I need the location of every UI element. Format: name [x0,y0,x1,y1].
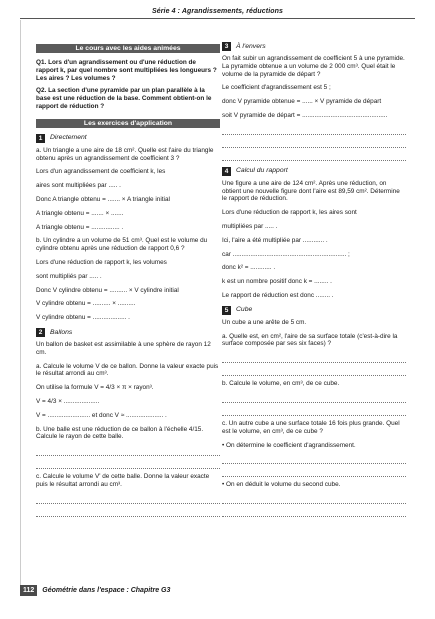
exercise-3-title: À l'envers [236,42,266,50]
answer-line[interactable] [222,139,406,148]
exercise-1a-line-3[interactable]: Donc A triangle obtenu = ....... × A triangle initial [36,195,170,203]
exercise-1-heading [36,134,220,143]
exercise-4-line-6[interactable]: k est un nombre positif donc k = ........ . [222,278,332,286]
exercise-5b-statement: b. Calcule le volume, en cm³, de ce cube. [222,380,340,388]
exercise-4-statement: Une figure a une aire de 124 cm². Après une réduction, on obtient une nouvelle figure dont l'aire est 89,59 cm². Détermine le rapport de réduction. [222,179,400,203]
page-number: 112 [20,585,37,596]
exercise-2-heading [36,328,220,337]
exercise-1-number: 1 [36,134,45,143]
question-q1: Q1. Lors d'un agrandissement ou d'une réduction de rapport k, par quel nombre sont multipliées les longueurs ? Les aires ? Les volumes ? [36,59,217,82]
side-divider [20,20,21,585]
page-footer [20,584,170,596]
left-column [36,44,220,521]
exercise-1b-statement: b. Un cylindre a un volume de 51 cm³. Quel est le volume du cylindre obtenu après une réduction de rapport 0,6 ? [36,237,208,253]
exercise-1b-line-4[interactable]: V cylindre obtenu = .......... × .......... [36,300,136,308]
exercise-5c-bullet-2: • On en déduit le volume du second cube. [222,481,341,489]
answer-line[interactable] [36,447,220,456]
answer-line[interactable] [222,126,406,135]
exercise-3-line-3[interactable]: soit V pyramide de départ = ................................................ [222,111,388,119]
exercise-5-title: Cube [236,306,253,314]
answer-line[interactable] [222,152,406,161]
exercise-1-title: Directement [50,134,87,142]
exercise-2-title: Ballons [50,328,73,336]
exercise-5c-bullet-1: • On détermine le coefficient d'agrandissement. [222,441,356,449]
exercise-2a-statement: a. Calcule le volume V de ce ballon. Donne la valeur exacte puis le résultat arrondi au cm³. [36,362,219,378]
page-header-title: Série 4 : Agrandissements, réductions [151,8,284,15]
exercise-1b-line-5[interactable]: V cylindre obtenu = ................... . [36,314,130,322]
right-column [222,42,406,521]
cours-banner[interactable]: Le cours avec les aides animées [36,44,220,53]
exercise-5-intro: Un cube a une arête de 5 cm. [222,318,307,326]
bullet-text: On en déduit le volume du second cube. [226,481,341,489]
exercise-2a-line-2[interactable]: V = 4/3 × .................... [36,397,100,405]
exercise-3-heading [222,42,406,51]
exercise-5-number: 5 [222,306,231,315]
answer-line[interactable] [36,460,220,469]
exercise-4-line-2[interactable]: multipliées par ..... . [222,222,278,230]
exercise-1b-line-2[interactable]: sont multipliés par ..... . [36,272,102,280]
exercise-5a-statement: a. Quelle est, en cm², l'aire de sa surface totale (c'est-à-dire la surface composée par ses six faces) ? [222,332,398,348]
exercise-4-title: Calcul du rapport [236,167,288,175]
exercise-4-line-4[interactable]: car ................................................................ ; [222,250,350,258]
header-divider [20,18,415,19]
exercise-3-number: 3 [222,42,231,51]
exercise-1b-line-1: Lors d'une réduction de rapport k, les volumes [36,258,167,266]
exercise-1a-line-5[interactable]: A triangle obtenu = ................ . [36,223,124,231]
exercise-2a-line-1: On utilise la formule V = 4/3 × π × rayon³. [36,384,154,392]
question-q2: Q2. La section d'une pyramide par un plan parallèle à la base est une réduction de la base. Comment obtient-on le rapport de réduction ? [36,87,212,110]
exercise-4-line-1: Lors d'une réduction de rapport k, les aires sont [222,209,357,217]
exercise-2a-line-3[interactable]: V = ........................ et donc V ≈ ..................... . [36,411,167,419]
exercise-5-heading [222,306,406,315]
answer-line[interactable] [222,367,406,376]
exercise-4-line-3[interactable]: Ici, l'aire a été multipliée par ............ . [222,236,328,244]
answer-line[interactable] [222,495,406,504]
answer-line[interactable] [222,455,406,464]
exercise-1b-line-3[interactable]: Donc V cylindre obtenu = .......... × V cylindre initial [36,286,179,294]
answer-line[interactable] [222,407,406,416]
exercise-3-statement: On fait subir un agrandissement de coefficient 5 à une pyramide. La pyramide obtenue a un volume de 2 000 cm³. Quel était le volume de la pyramide de départ ? [222,55,405,78]
exercices-banner[interactable]: Les exercices d'application [36,119,220,128]
answer-line[interactable] [36,495,220,504]
exercise-5c-statement: c. Un autre cube a une surface totale 16 fois plus grande. Quel est le volume, en cm³, de ce cube ? [222,419,400,435]
exercise-2-number: 2 [36,328,45,337]
exercise-2-intro: Un ballon de basket est assimilable à une sphère de rayon 12 cm. [36,340,211,356]
exercise-4-line-5[interactable]: donc k² = ............ . [222,264,276,272]
answer-line[interactable] [222,354,406,363]
exercise-1a-line-4[interactable]: A triangle obtenu = ....... × ....... [36,209,124,217]
answer-line[interactable] [222,394,406,403]
answer-line[interactable] [36,508,220,517]
exercise-2c-statement: c. Calcule le volume V' de cette balle. Donne la valeur exacte puis le résultat arrondi au cm³. [36,473,210,488]
exercise-1a-line-2[interactable]: aires sont multipliées par ..... . [36,182,121,190]
answer-line[interactable] [222,468,406,477]
exercise-3-line-2[interactable]: donc V pyramide obtenue = ...... × V pyramide de départ [222,98,382,106]
exercise-2b-statement: b. Une balle est une réduction de ce ballon à l'échelle 4/15. Calcule le rayon de cette balle. [36,425,204,441]
exercise-4-line-7[interactable]: Le rapport de réduction est donc ........ . [222,291,334,299]
exercise-1a-statement: a. Un triangle a une aire de 18 cm². Quelle est l'aire du triangle obtenu après un agrandissement de coefficient 3 ? [36,146,214,162]
bullet-text: On détermine le coefficient d'agrandissement. [226,441,356,449]
answer-line[interactable] [222,508,406,517]
exercise-1a-line-1: Lors d'un agrandissement de coefficient k, les [36,168,166,176]
exercise-4-number: 4 [222,167,231,176]
footer-chapter-title: Géométrie dans l'espace : Chapitre G3 [42,586,171,594]
exercise-3-line-1: Le coefficient d'agrandissement est 5 ; [222,84,331,92]
exercise-4-heading [222,167,406,176]
